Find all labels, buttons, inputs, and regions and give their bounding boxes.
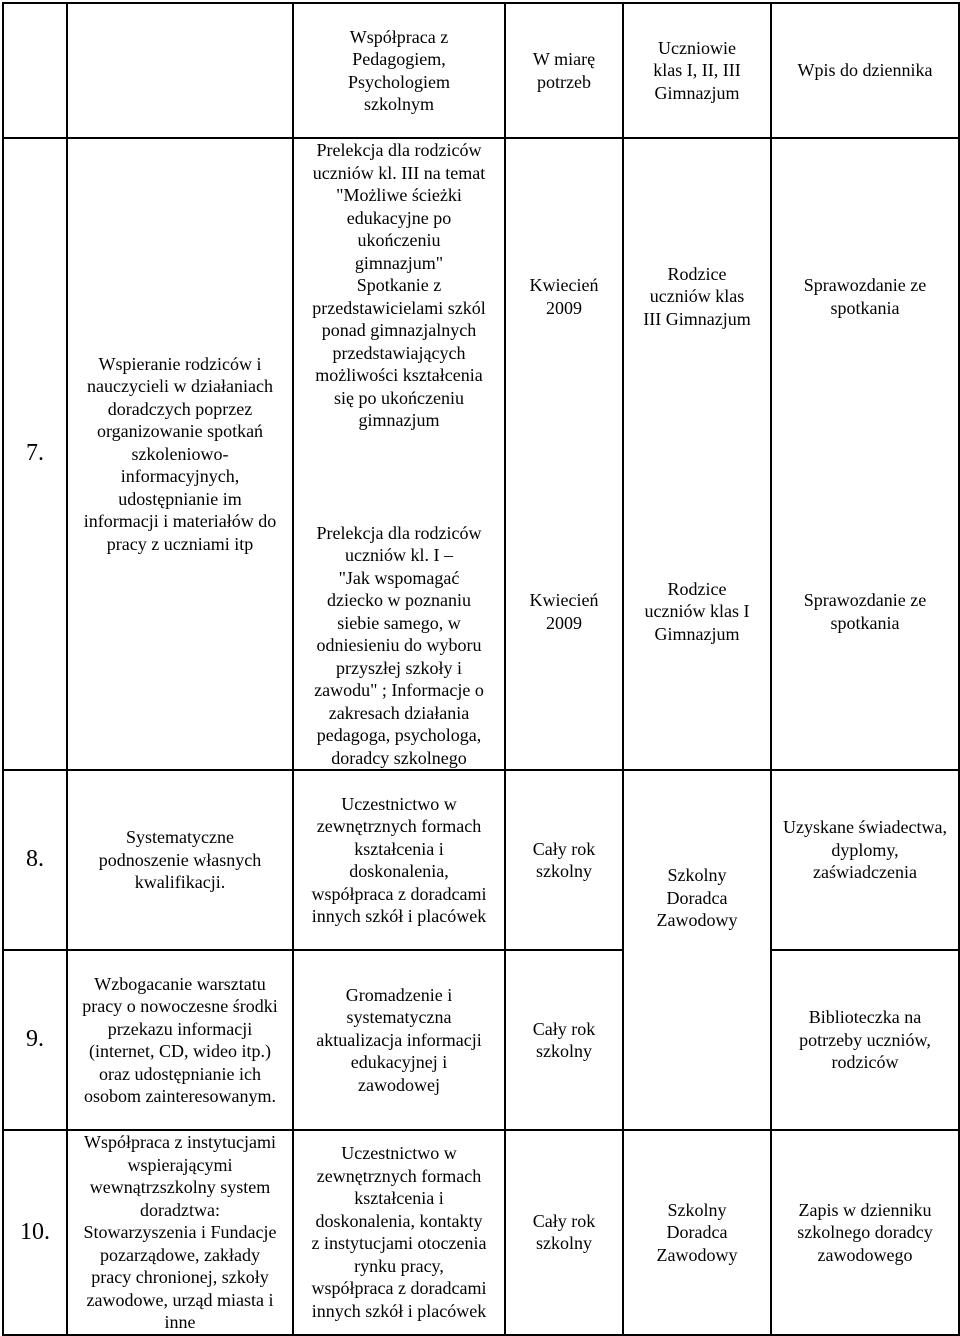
table-row [3,3,959,138]
row-number: 8. [3,770,67,950]
date-cell [505,138,623,770]
evaluation-item: Sprawozdanie ze spotkania [803,590,927,633]
date-cell: W miarę potrzeb [505,3,623,138]
participants-item: Rodzice uczniów klas I Gimnazjum [644,578,750,644]
participants-cell [623,138,771,770]
forms-cell: Gromadzenie i systematyczna aktualizacja informacji edukacyjnej i zawodowej [293,950,505,1130]
table-row [3,138,959,770]
evaluation-cell: Zapis w dzienniku szkolnego doradcy zawodowego [771,1130,959,1335]
forms-cell [293,138,505,770]
evaluation-cell: Uzyskane świadectwa, dyplomy, zaświadczenia [771,770,959,950]
row-number: 10. [3,1130,67,1335]
participants-item: Rodzice uczniów klas III Gimnazjum [643,263,751,329]
date-item: Kwiecień 2009 [529,590,599,633]
table-row [3,770,959,950]
evaluation-cell: Biblioteczka na potrzeby uczniów, rodziców [771,950,959,1130]
task-cell: Współpraca z instytucjami wspierającymi wewnątrzszkolny system doradztwa: Stowarzyszenia i Fundacje pozarządowe, zakłady pracy chronionej, szkoły zawodowe, urząd miasta i inne [67,1130,293,1335]
date-item: Kwiecień 2009 [529,275,599,318]
forms-cell: Uczestnictwo w zewnętrznych formach kształcenia i doskonalenia, współpraca z doradcami innych szkół i placówek [293,770,505,950]
forms-cell: Współpraca z Pedagogiem, Psychologiem szkolnym [293,3,505,138]
forms-cell: Uczestnictwo w zewnętrznych formach kształcenia i doskonalenia, kontakty z instytucjami otoczenia rynku pracy, współpraca z doradcami innych szkół i placówek [293,1130,505,1335]
row-number: 9. [3,950,67,1130]
evaluation-item: Sprawozdanie ze spotkania [803,275,927,318]
date-cell: Cały rok szkolny [505,950,623,1130]
row-number [3,3,67,138]
participants-cell: Szkolny Doradca Zawodowy [623,770,771,1130]
task-cell: Wspieranie rodziców i nauczycieli w działaniach doradczych poprzez organizowanie spotkań szkoleniowo- informacyjnych, udostępnianie im informacji i materiałów do pracy z uczniami itp [67,138,293,770]
table-row [3,950,959,1130]
table-row [3,1130,959,1335]
evaluation-cell: Wpis do dziennika [771,3,959,138]
task-cell: Systematyczne podnoszenie własnych kwalifikacji. [67,770,293,950]
task-cell [67,3,293,138]
activities-table [2,2,960,1336]
forms-item: Prelekcja dla rodziców uczniów kl. I – "Jak wspomagać dziecko w poznaniu siebie samego, w odniesieniu do wyboru przyszłej szkoły i zawodu" ; Informacje o zakresach działania pedagoga, psychologa, doradcy szkolnego [314,522,484,768]
date-cell: Cały rok szkolny [505,1130,623,1335]
row-number: 7. [3,138,67,770]
participants-cell: Uczniowie klas I, II, III Gimnazjum [623,3,771,138]
date-cell: Cały rok szkolny [505,770,623,950]
evaluation-cell [771,138,959,770]
participants-cell: Szkolny Doradca Zawodowy [623,1130,771,1335]
forms-item: Prelekcja dla rodziców uczniów kl. III na temat "Możliwe ścieżki edukacyjne po ukończeniu gimnazjum" Spotkanie z przedstawicielami szkól ponad gimnazjalnych przedstawiających możliwości kształcenia się po ukończeniu gimnazjum [312,140,486,430]
task-cell: Wzbogacanie warsztatu pracy o nowoczesne środki przekazu informacji (internet, CD, wideo itp.) oraz udostępnianie ich osobom zainteresowanym. [67,950,293,1130]
